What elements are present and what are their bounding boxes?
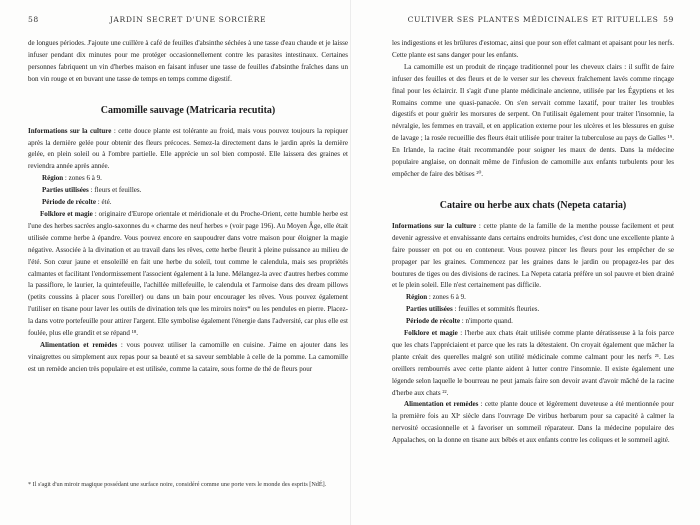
right-running-head: CULTIVER SES PLANTES MÉDICINALES ET RITUELLES bbox=[407, 15, 659, 24]
folklore-label-2: Folklore et magie bbox=[404, 329, 458, 338]
culture-label: Informations sur la culture bbox=[28, 126, 112, 135]
food-label-2: Alimentation et remèdes bbox=[404, 400, 479, 409]
harvest-line-2 bbox=[392, 316, 674, 328]
left-top-paragraph: de longues périodes. J'ajoute une cuillère à café de feuilles d'absinthe séchées à une tasse d'eau chaude et je laisse infuser pendant dix minutes pour me protéger occasionnellement contre les parasites intestinaux. Certaines personnes fabriquent un vin d'herbes maison en faisant infuser une tasse de feuilles d'absinthe fraîches dans un bon vin rouge et en buvant une tasse de temps en temps comme digestif. bbox=[28, 39, 348, 83]
right-page-number: 59 bbox=[663, 15, 674, 24]
food-paragraph-2 bbox=[392, 399, 674, 447]
left-body bbox=[28, 38, 348, 376]
right-page bbox=[392, 0, 674, 525]
section-title-camomille: Camomille sauvage (Matricaria recutita) bbox=[100, 104, 276, 116]
folklore-paragraph bbox=[28, 209, 348, 340]
region-line bbox=[28, 173, 348, 185]
food-label: Alimentation et remèdes bbox=[40, 340, 118, 349]
food-text: : vous pouvez utiliser la camomille en cuisine. J'aime en ajouter dans les vinaigrettes ou simplement aux repas pour sa beauté et sa saveur semblable à celle de la pomme. La camomille est un remède ancien très populaire et est utilisée, comme la cataire, sous forme de thé de fleurs pour bbox=[28, 340, 348, 373]
parts-value-2: : feuilles et sommités fleuries. bbox=[452, 305, 540, 314]
harvest-value: : été. bbox=[96, 198, 112, 207]
left-running-head: JARDIN SECRET D'UNE SORCIÈRE bbox=[109, 15, 267, 24]
region-line-2 bbox=[392, 292, 674, 304]
region-label: Région bbox=[42, 174, 64, 183]
gutter-shadow bbox=[350, 0, 351, 525]
culture-label-2: Informations sur la culture bbox=[392, 221, 477, 230]
parts-label: Parties utilisées bbox=[42, 186, 89, 195]
culture-paragraph-2 bbox=[392, 221, 674, 292]
right-top-paragraph: les indigestions et les brûlures d'estomac, ainsi que pour son effet calmant et apaisant pour les nerfs. Cette plante est sans danger pour les enfants. bbox=[392, 39, 674, 59]
food-paragraph bbox=[28, 340, 348, 376]
folklore-text: : originaire d'Europe orientale et méridionale et du Proche-Orient, cette humble herbe est l'une des herbes sacrées anglo-saxonnes du « charme des neuf herbes » (voir page 196). Au Moyen Âge, elle était utilisée comme herbe à épandre. Vous pouvez encore en saupoudrer dans votre maison pour éloigner la magie négative. Associée à la divination et au travail dans les rêves, cette herbe fleurit à pleine puissance au milieu de l'été. Son cœur jaune et ensoleillé en fait une herbe du soleil, tout comme le calendula, mais ses propriétés calmantes et facilitant l'endormissement l'associent également à la lune. Mélangez-la avec d'autres herbes comme la passiflore, le laurier, la quintefeuille, l'achillée millefeuille, le calendula et l'armoise dans des dream pillows (petits coussins à placer sous l'oreiller) ou dans un bain pour encourager les rêves. Vous pouvez également l'utiliser en tisane pour laver les outils de divination tels que les miroirs noirs* ou les pendules en pierre. Placez-la dans votre portefeuille pour attirer l'argent. Elle symbolise également l'énergie dans l'adversité, car plus elle est foulée, plus elle grandit et se répand ¹⁸. bbox=[28, 209, 348, 338]
region-label-2: Région bbox=[406, 293, 428, 302]
parts-line bbox=[28, 185, 348, 197]
region-value: : zones 6 à 9. bbox=[63, 174, 102, 183]
harvest-line bbox=[28, 197, 348, 209]
left-page bbox=[28, 0, 348, 525]
culture-text: : cette douce plante est tolérante au froid, mais vous pouvez toujours la repiquer après la dernière gelée pour obtenir des fleurs précoces. Semez-la directement dans le jardin après la dernière gelée, en plein soleil ou à l'ombre partielle. Elle apprécie un sol bien composté. Elle laissera des graines et reviendra année après année. bbox=[28, 126, 348, 171]
folklore-text-2: : l'herbe aux chats était utilisée comme plante dératisseuse à la fois parce que les chats l'appréciaient et parce que les rats la détestaient. On croyait également que mâcher la plante créait des querelles malgré son utilité médicinale comme calmant pour les nerfs ²¹. Les oreillers rembourrés avec cette plante aident à lutter contre l'insomnie. Il existe également une légende selon laquelle le bourreau ne peut jamais faire son devoir avant d'avoir mâché de la racine d'herbe aux chats ²². bbox=[392, 329, 674, 397]
harvest-label-2: Période de récolte bbox=[406, 317, 460, 326]
culture-text-2: : cette plante de la famille de la menthe pousse facilement et peut devenir agressive et envahissante dans certains endroits humides, c'est donc une excellente plante à faire pousser en pot ou en conteneur. Vous pouvez pincer les fleurs pour les empêcher de se propager par les graines. Commencez par les graines dans le jardin ou propagez-les par des boutures de tiges ou des divisions de racines. La Nepeta cataria préfère un sol pauvre et bien drainé et le plein soleil. Elle n'est certainement pas difficile. bbox=[392, 221, 674, 290]
left-page-number: 58 bbox=[28, 15, 39, 24]
culture-paragraph bbox=[28, 126, 348, 174]
left-header bbox=[28, 15, 348, 27]
folklore-paragraph-2 bbox=[392, 328, 674, 399]
parts-line-2 bbox=[392, 304, 674, 316]
food-text-2: : cette plante douce et légèrement duveteuse a été mentionnée pour la première fois au XIᵉ siècle dans l'ouvrage De viribus herbarum pour sa capacité à calmer la nervosité occasionnelle et à favoriser un sommeil réparateur. Dans la médecine populaire des Appalaches, on la donne en tisane aux bébés et aux enfants contre les coliques et le sommeil agité. bbox=[392, 400, 674, 445]
section-title-cataire: Cataire ou herbe aux chats (Nepeta cataria) bbox=[439, 199, 627, 211]
right-second-paragraph: La camomille est un produit de rinçage traditionnel pour les cheveux clairs : il suffit de faire infuser des feuilles et des fleurs et de le verser sur les cheveux fraîchement lavés comme rinçage final pour les éclaircir. Il s'agit d'une plante médicinale ancienne, utilisée par les Égyptiens et les Romains comme une quasi-panacée. On s'en servait comme laxatif, pour traiter les troubles digestifs et pour guérir les morsures de serpent. On l'utilisait également pour traiter l'insomnie, la névralgie, les femmes en travail, et en application externe pour les ulcères et les blessures en guise de lavage ; la rosée recueillie des fleurs était utilisée pour traiter la tuberculose au pays de Galles ¹⁹. En Irlande, la racine était recommandée pour soigner les maux de dents. Dans la médecine populaire anglaise, on donnait même de l'infusion de camomille aux enfants turbulents pour les empêcher de faire des bêtises ²⁰. bbox=[392, 62, 674, 178]
harvest-label: Période de récolte bbox=[42, 198, 96, 207]
parts-value: : fleurs et feuilles. bbox=[88, 186, 142, 195]
footnote: * Il s'agit d'un miroir magique possédant une surface noire, considéré comme une porte vers le monde des esprits [NdÉ]. bbox=[28, 481, 327, 488]
right-header bbox=[392, 15, 674, 27]
parts-label-2: Parties utilisées bbox=[406, 305, 453, 314]
folklore-label: Folklore et magie bbox=[40, 209, 93, 218]
harvest-value-2: : n'importe quand. bbox=[460, 317, 513, 326]
region-value-2: : zones 6 à 9. bbox=[427, 293, 466, 302]
right-body bbox=[392, 38, 674, 447]
